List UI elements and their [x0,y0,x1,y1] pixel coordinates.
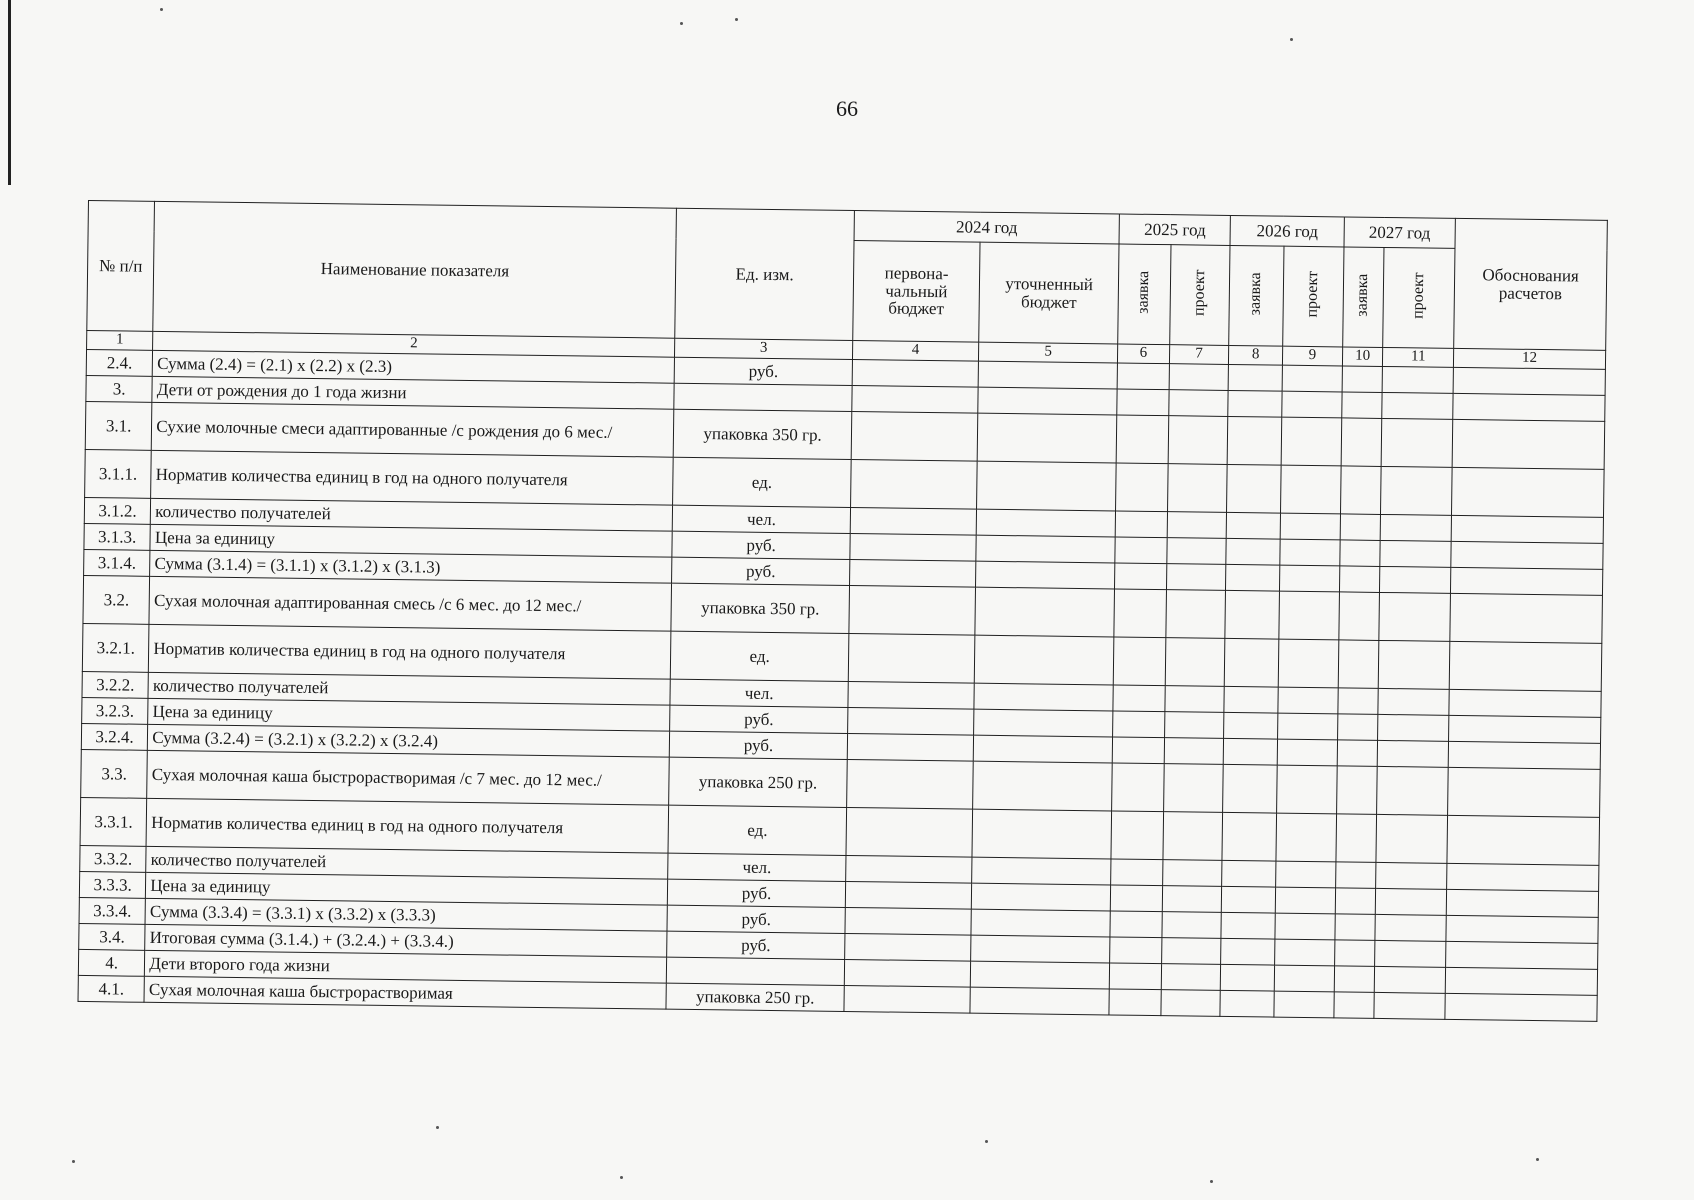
indicator-name: Сумма (3.3.4) = (3.3.1) х (3.3.2) х (3.3.3) [145,898,667,931]
unit-of-measure: упаковка 350 гр. [674,409,852,459]
empty-value-cell [973,735,1112,763]
empty-value-cell [1280,513,1340,540]
empty-value-cell [849,560,976,588]
empty-value-cell [1382,392,1453,419]
empty-value-cell [1337,740,1378,767]
empty-value-cell [1277,739,1337,766]
unit-of-measure: руб. [672,531,850,559]
empty-value-cell [849,585,976,635]
header-justification: Обоснования расчетов [1454,218,1608,350]
scan-speck [436,1126,439,1129]
empty-value-cell [1378,740,1449,767]
unit-of-measure: руб. [674,357,852,385]
empty-value-cell [852,386,979,414]
empty-value-cell [1222,860,1276,887]
header-indicator-name: Наименование показателя [153,201,677,338]
scan-speck [985,1140,988,1143]
header-2026-request-label: заявка [1246,272,1265,316]
indicator-name: Дети от рождения до 1 года жизни [152,376,674,409]
header-year-2027: 2027 год [1344,217,1456,248]
empty-value-cell [1165,590,1226,639]
empty-value-cell [850,508,977,536]
empty-value-cell [1378,714,1449,741]
scan-speck [160,8,163,11]
empty-value-cell [1228,390,1282,417]
empty-value-cell [1225,638,1279,687]
empty-value-cell [1279,565,1339,592]
scan-speck [680,22,683,25]
empty-value-cell [1166,538,1226,565]
unit-of-measure: упаковка 250 гр. [666,983,844,1011]
empty-value-cell [1228,416,1282,465]
unit-of-measure: ед. [671,631,849,681]
empty-value-cell [1115,511,1167,538]
column-number: 12 [1453,348,1605,369]
empty-value-cell [1275,913,1335,940]
empty-value-cell [1335,914,1376,941]
empty-value-cell [1111,859,1163,886]
empty-value-cell [974,683,1113,711]
row-number: 3.1.3. [84,523,151,550]
empty-value-cell [1227,464,1281,513]
empty-value-cell [844,959,971,987]
empty-value-cell [1226,538,1280,565]
empty-value-cell [971,909,1110,937]
empty-value-cell [1382,418,1453,467]
empty-value-cell [1277,713,1337,740]
empty-value-cell [1165,638,1226,687]
header-row-number: № п/п [87,201,155,332]
header-2025-project-label: проект [1190,269,1208,317]
empty-value-cell [848,681,975,709]
empty-value-cell [1336,814,1377,863]
empty-value-cell [1449,689,1601,717]
indicator-name: Норматив количества единиц в год на одного получателя [146,798,669,853]
unit-of-measure: руб. [667,931,845,959]
empty-value-cell [852,360,979,388]
row-number: 3.2.1. [82,623,149,672]
empty-value-cell [974,709,1113,737]
indicator-name: Сухие молочные смеси адаптированные /с рождения до 6 мес./ [152,402,675,457]
empty-value-cell [1375,914,1446,941]
indicator-name: Сумма (3.1.4) = (3.1.1) х (3.1.2) х (3.1.3) [150,550,672,583]
empty-value-cell [1380,566,1451,593]
header-year-2024: 2024 год [854,211,1120,244]
empty-value-cell [1117,389,1169,416]
indicator-name: Цена за единицу [148,698,670,731]
empty-value-cell [1161,964,1221,991]
row-number: 3. [86,375,153,402]
row-number: 3.3.4. [79,897,146,924]
column-number: 4 [852,341,978,362]
empty-value-cell [1168,416,1229,465]
empty-value-cell [1336,766,1377,815]
indicator-name: Сумма (3.2.4) = (3.2.1) х (3.2.2) х (3.2.4) [148,724,670,757]
empty-value-cell [1449,715,1601,743]
column-number: 9 [1282,346,1342,366]
page-number: 66 [836,96,858,121]
empty-value-cell [1229,364,1283,391]
empty-value-cell [970,961,1109,989]
empty-value-cell [1379,640,1450,689]
indicator-name: Дети второго года жизни [145,950,667,983]
empty-value-cell [970,987,1109,1015]
unit-of-measure [667,957,845,985]
empty-value-cell [978,387,1117,415]
empty-value-cell [1378,688,1449,715]
empty-value-cell [847,707,974,735]
column-number: 6 [1118,344,1170,364]
empty-value-cell [1279,591,1340,640]
empty-value-cell [1274,939,1334,966]
empty-value-cell [1116,415,1168,464]
empty-value-cell [1111,811,1163,860]
empty-value-cell [1110,937,1162,964]
empty-value-cell [975,587,1115,637]
column-number: 3 [675,338,853,359]
empty-value-cell [1164,712,1224,739]
empty-value-cell [1452,419,1605,469]
scan-speck [1536,1158,1539,1161]
empty-value-cell [844,985,971,1013]
indicator-name: Норматив количества единиц в год на одного получателя [151,450,674,505]
empty-value-cell [1445,993,1597,1021]
indicator-name: количество получателей [148,672,670,705]
empty-value-cell [1225,590,1279,639]
empty-value-cell [1341,418,1382,467]
empty-value-cell [1450,593,1603,643]
empty-value-cell [1109,989,1161,1016]
empty-value-cell [846,807,973,857]
row-number: 3.2. [83,575,150,624]
empty-value-cell [1223,764,1277,813]
empty-value-cell [1112,763,1164,812]
unit-of-measure: упаковка 250 гр. [669,757,847,807]
scan-speck [1210,1180,1213,1183]
empty-value-cell [1340,514,1381,541]
empty-value-cell [1112,737,1164,764]
empty-value-cell [1453,367,1605,395]
empty-value-cell [1169,364,1229,391]
scan-speck [1290,38,1293,41]
empty-value-cell [1113,711,1165,738]
unit-of-measure: руб. [670,705,848,733]
unit-of-measure: упаковка 350 гр. [671,583,849,633]
empty-value-cell [1164,738,1224,765]
indicator-name: Сухая молочная каша быстрорастворимая [144,976,666,1009]
empty-value-cell [847,733,974,761]
empty-value-cell [1380,540,1451,567]
empty-value-cell [1110,885,1162,912]
empty-value-cell [976,561,1115,589]
empty-value-cell [1276,813,1337,862]
empty-value-cell [1166,564,1226,591]
empty-value-cell [1222,886,1276,913]
empty-value-cell [1335,862,1376,889]
empty-value-cell [1280,465,1341,514]
empty-value-cell [1335,888,1376,915]
empty-value-cell [1115,563,1167,590]
unit-of-measure: ед. [673,457,851,507]
empty-value-cell [1275,887,1335,914]
empty-value-cell [1451,541,1603,569]
empty-value-cell [1110,911,1162,938]
empty-value-cell [1342,366,1383,393]
row-number: 4.1. [78,975,145,1002]
empty-value-cell [1117,363,1169,390]
empty-value-cell [851,412,978,462]
indicator-name: Цена за единицу [150,524,672,557]
empty-value-cell [977,413,1117,463]
empty-value-cell [1452,467,1605,517]
empty-value-cell [1339,566,1380,593]
empty-value-cell [1376,814,1447,863]
empty-value-cell [1115,537,1167,564]
empty-value-cell [1280,539,1340,566]
empty-value-cell [1167,512,1227,539]
empty-value-cell [1377,766,1448,815]
header-year-2026: 2026 год [1230,215,1344,246]
empty-value-cell [1446,889,1598,917]
empty-value-cell [1226,564,1280,591]
empty-value-cell [1274,991,1334,1018]
header-2027-request-label: заявка [1353,273,1372,317]
empty-value-cell [971,883,1110,911]
budget-table-wrapper [78,200,1608,1022]
empty-value-cell [1448,767,1601,817]
empty-value-cell [1168,390,1228,417]
empty-value-cell [1113,685,1165,712]
empty-value-cell [976,509,1115,537]
empty-value-cell [977,461,1117,511]
column-number: 10 [1342,347,1383,367]
empty-value-cell [1114,589,1166,638]
row-number: 3.3.3. [79,871,146,898]
column-number: 5 [979,342,1118,363]
empty-value-cell [1447,863,1599,891]
empty-value-cell [1446,941,1598,969]
row-number: 3.2.2. [82,671,149,698]
header-2027-project [1383,247,1455,348]
empty-value-cell [1453,393,1605,421]
empty-value-cell [1161,912,1221,939]
header-2026-project [1283,246,1344,347]
empty-value-cell [1342,392,1383,419]
empty-value-cell [1282,365,1342,392]
unit-of-measure: руб. [667,905,845,933]
column-number: 7 [1169,345,1229,365]
empty-value-cell [1116,463,1168,512]
indicator-name: Сухая молочная адаптированная смесь /с 6 мес. до 12 мес./ [149,576,672,631]
row-number: 3.3.2. [80,845,147,872]
empty-value-cell [1278,639,1339,688]
empty-value-cell [1163,764,1224,813]
header-2027-request [1342,247,1384,348]
empty-value-cell [850,534,977,562]
empty-value-cell [1162,812,1223,861]
row-number: 3.1.1. [85,449,152,498]
scan-speck [72,1160,75,1163]
empty-value-cell [1274,965,1334,992]
empty-value-cell [1334,940,1375,967]
unit-of-measure: чел. [668,853,846,881]
unit-of-measure: чел. [673,505,851,533]
empty-value-cell [1383,366,1454,393]
row-number: 4. [78,949,145,976]
empty-value-cell [845,933,972,961]
empty-value-cell [1224,738,1278,765]
empty-value-cell [1451,515,1603,543]
empty-value-cell [1374,992,1445,1019]
indicator-name: Итоговая сумма (3.1.4.) + (3.2.4.) + (3.3.4.) [145,924,667,957]
indicator-name: количество получателей [146,846,668,879]
empty-value-cell [1340,466,1381,515]
empty-value-cell [972,809,1112,859]
header-unit: Ед. изм. [675,208,854,340]
unit-of-measure [674,383,852,411]
empty-value-cell [1334,992,1375,1019]
header-2026-project-label: проект [1303,271,1322,318]
unit-of-measure: чел. [670,679,848,707]
indicator-name: Норматив количества единиц в год на одного получателя [149,624,672,679]
empty-value-cell [1222,812,1276,861]
column-number: 1 [87,330,154,350]
empty-value-cell [848,633,975,683]
empty-value-cell [850,460,977,510]
header-updated-budget: уточненный бюджет [979,242,1119,344]
empty-value-cell [1221,938,1275,965]
empty-value-cell [1338,640,1379,689]
header-2026-request [1229,245,1284,346]
empty-value-cell [1449,641,1602,691]
empty-value-cell [1221,964,1275,991]
empty-value-cell [1164,686,1224,713]
column-number: 2 [153,331,675,357]
empty-value-cell [1221,912,1275,939]
unit-of-measure: руб. [670,731,848,759]
empty-value-cell [972,857,1111,885]
header-2025-request [1118,244,1171,345]
empty-value-cell [1340,540,1381,567]
empty-value-cell [1375,940,1446,967]
empty-value-cell [1375,966,1446,993]
empty-value-cell [1161,938,1221,965]
empty-value-cell [846,855,973,883]
header-year-2025: 2025 год [1119,214,1231,245]
empty-value-cell [1160,990,1220,1017]
empty-value-cell [1448,741,1600,769]
scan-margin-line [8,0,11,185]
empty-value-cell [1162,860,1222,887]
empty-value-cell [1381,466,1452,515]
header-2025-request-label: заявка [1134,270,1153,314]
empty-value-cell [1113,637,1165,686]
column-number: 11 [1383,347,1454,367]
row-number: 3.4. [79,923,146,950]
indicator-name: количество получателей [151,498,673,531]
empty-value-cell [1282,391,1342,418]
unit-of-measure: руб. [668,879,846,907]
empty-value-cell [976,535,1115,563]
empty-value-cell [974,635,1114,685]
row-number: 3.1. [85,401,152,450]
empty-value-cell [1379,592,1450,641]
indicator-name: Сумма (2.4) = (2.1) х (2.2) х (2.3) [153,350,675,383]
empty-value-cell [1337,714,1378,741]
empty-value-cell [1278,687,1338,714]
empty-value-cell [1224,712,1278,739]
row-number: 3.1.4. [84,549,151,576]
empty-value-cell [1445,967,1597,995]
column-number: 8 [1229,345,1283,365]
row-number: 3.3.1. [80,797,147,846]
empty-value-cell [1167,464,1228,513]
row-number: 3.2.3. [82,697,149,724]
empty-value-cell [1376,888,1447,915]
empty-value-cell [1276,765,1337,814]
empty-value-cell [1220,990,1274,1017]
row-number: 3.2.4. [81,723,148,750]
empty-value-cell [1275,861,1335,888]
empty-value-cell [1281,417,1342,466]
empty-value-cell [1447,815,1600,865]
empty-value-cell [1334,966,1375,993]
row-number: 2.4. [86,349,153,376]
budget-table [78,200,1608,1022]
empty-value-cell [845,907,972,935]
empty-value-cell [1109,963,1161,990]
empty-value-cell [845,881,972,909]
empty-value-cell [1339,592,1380,641]
empty-value-cell [971,935,1110,963]
scan-speck [735,18,738,21]
empty-value-cell [973,761,1113,811]
table-body [78,349,1605,1021]
unit-of-measure: руб. [672,557,850,585]
empty-value-cell [1338,688,1379,715]
empty-value-cell [1450,567,1602,595]
indicator-name: Сухая молочная каша быстрорастворимая /с 7 мес. до 12 мес./ [147,750,670,805]
empty-value-cell [1376,862,1447,889]
empty-value-cell [1162,886,1222,913]
empty-value-cell [1446,915,1598,943]
unit-of-measure: ед. [668,805,846,855]
empty-value-cell [978,361,1117,389]
empty-value-cell [1224,686,1278,713]
header-2025-project [1169,245,1230,346]
indicator-name: Цена за единицу [146,872,668,905]
empty-value-cell [1227,512,1281,539]
row-number: 3.3. [81,749,148,798]
row-number: 3.1.2. [84,497,151,524]
scan-speck [620,1176,623,1179]
empty-value-cell [847,759,974,809]
header-initial-budget: первона-чальный бюджет [853,241,981,343]
header-2027-project-label: проект [1409,272,1427,320]
empty-value-cell [1381,514,1452,541]
